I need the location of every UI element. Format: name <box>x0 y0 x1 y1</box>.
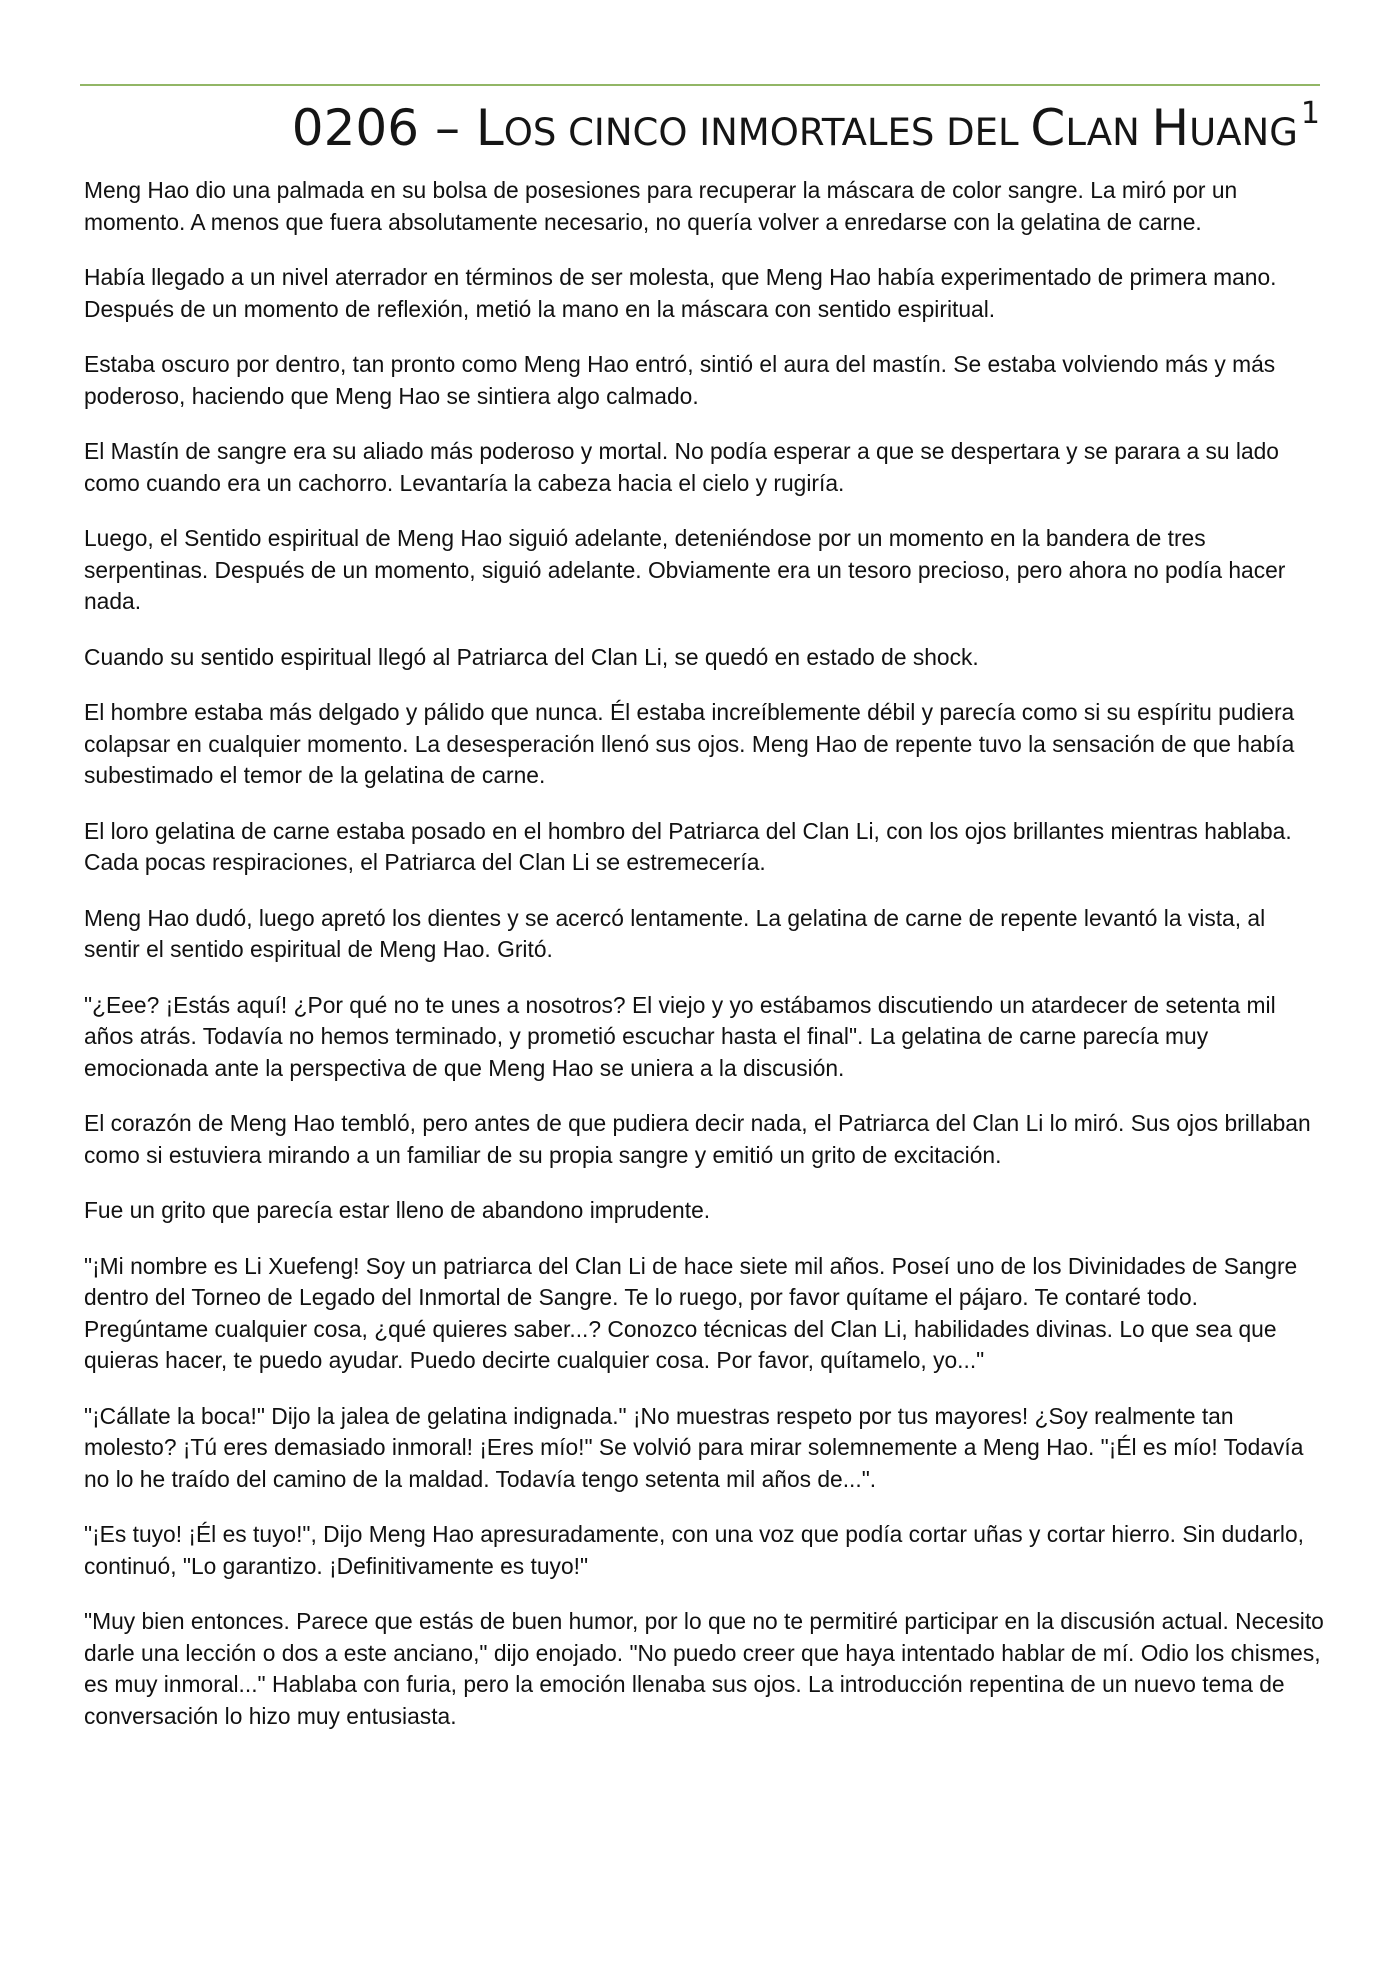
title-initial-c: C <box>1030 99 1066 157</box>
paragraph: El loro gelatina de carne estaba posado en el hombro del Patriarca del Clan Li, con los ojos brillantes mientras hablaba. Cada pocas respiraciones, el Patriarca del Clan Li se estremecería. <box>84 817 1292 875</box>
title-dash: – <box>434 99 460 157</box>
paragraph: El hombre estaba más delgado y pálido que nunca. Él estaba increíblemente débil y parecía como si su espíritu pudiera colapsar en cualquier momento. La desesperación llenó sus ojos. Meng Hao de repente tuvo la sensación de que había subestimado el temor de la gelatina de carne. <box>84 699 1295 788</box>
paragraph: "¡Es tuyo! ¡Él es tuyo!", Dijo Meng Hao apresuradamente, con una voz que podía cortar uñas y cortar hierro. Sin dudarlo, continuó, "Lo garantizo. ¡Definitivamente es tuyo!" <box>84 1521 1304 1579</box>
title-smallcaps-2: LAN <box>1065 111 1152 154</box>
chapter-number: 0206 <box>291 99 420 157</box>
title-initial-l: L <box>475 99 504 157</box>
paragraph: Cuando su sentido espiritual llegó al Patriarca del Clan Li, se quedó en estado de shock. <box>84 643 979 670</box>
paragraph: Estaba oscuro por dentro, tan pronto como Meng Hao entró, sintió el aura del mastín. Se estaba volviendo más y más poderoso, haciendo que Meng Hao se sintiera algo calmado. <box>84 351 1276 409</box>
title-smallcaps-1: OS CINCO INMORTALES DEL <box>503 111 1031 154</box>
title-divider <box>80 84 1320 86</box>
title-smallcaps-3: UANG <box>1189 111 1298 154</box>
paragraph: Fue un grito que parecía estar lleno de abandono imprudente. <box>84 1197 711 1223</box>
paragraph: Luego, el Sentido espiritual de Meng Hao siguió adelante, deteniéndose por un momento en la bandera de tres serpentinas. Después de un momento, siguió adelante. Obviamente era un tesoro precioso, pero ahora no podía hacer nada. <box>84 525 1286 614</box>
paragraph: Había llegado a un nivel aterrador en términos de ser molesta, que Meng Hao había experimentado de primera mano. Después de un momento de reflexión, metió la mano en la máscara con sentido espiritual. <box>84 264 1277 322</box>
paragraph: "¿Eee? ¡Estás aquí! ¿Por qué no te unes a nosotros? El viejo y yo estábamos discutiendo un atardecer de setenta mil años atrás. Todavía no hemos terminado, y prometió escuchar hasta el final". La gelatina de carne parecía muy emocionada ante la perspectiva de que Meng Hao se uniera a la discusión. <box>84 991 1276 1081</box>
footnote-reference[interactable]: 1 <box>1300 96 1320 131</box>
paragraph: El Mastín de sangre era su aliado más poderoso y mortal. No podía esperar a que se despertara y se parara a su lado como cuando era un cachorro. Levantaría la cabeza hacia el cielo y rugiría. <box>84 438 1279 496</box>
chapter-body <box>84 175 1324 1756</box>
chapter-title <box>80 95 1320 169</box>
paragraph: Meng Hao dudó, luego apretó los dientes y se acercó lentamente. La gelatina de carne de repente levantó la vista, al sentir el sentido espiritual de Meng Hao. Gritó. <box>84 904 1266 962</box>
title-initial-h: H <box>1151 99 1190 157</box>
paragraph: El corazón de Meng Hao tembló, pero antes de que pudiera decir nada, el Patriarca del Clan Li lo miró. Sus ojos brillaban como si estuviera mirando a un familiar de su propia sangre y emitió un grito de excitación. <box>84 1110 1311 1168</box>
paragraph: "Muy bien entonces. Parece que estás de buen humor, por lo que no te permitiré participar en la discusión actual. Necesito darle una lección o dos a este anciano," dijo enojado. "No puedo creer que haya intentado hablar de mí. Odio los chismes, es muy inmoral..." Hablaba con furia, pero la emoción llenaba sus ojos. La introducción repentina de un nuevo tema de conversación lo hizo muy entusiasta. <box>84 1608 1324 1729</box>
paragraph: "¡Mi nombre es Li Xuefeng! Soy un patriarca del Clan Li de hace siete mil años. Poseí uno de los Divinidades de Sangre dentro del Torneo de Legado del Inmortal de Sangre. Te lo ruego, por favor quítame el pájaro. Te contaré todo. Pregúntame cualquier cosa, ¿qué quieres saber...? Conozco técnicas del Clan Li, habilidades divinas. Lo que sea que quieras hacer, te puedo ayudar. Puedo decirte cualquier cosa. Por favor, quítamelo, yo..." <box>84 1252 1298 1373</box>
paragraph: "¡Cállate la boca!" Dijo la jalea de gelatina indignada." ¡No muestras respeto por tus mayores! ¿Soy realmente tan molesto? ¡Tú eres demasiado inmoral! ¡Eres mío!" Se volvió para mirar solemnemente a Meng Hao. "¡Él es mío! Todavía no lo he traído del camino de la maldad. Todavía tengo setenta mil años de...". <box>84 1402 1304 1492</box>
paragraph: Meng Hao dio una palmada en su bolsa de posesiones para recuperar la máscara de color sangre. La miró por un momento. A menos que fuera absolutamente necesario, no quería volver a enredarse con la gelatina de carne. <box>84 177 1238 235</box>
